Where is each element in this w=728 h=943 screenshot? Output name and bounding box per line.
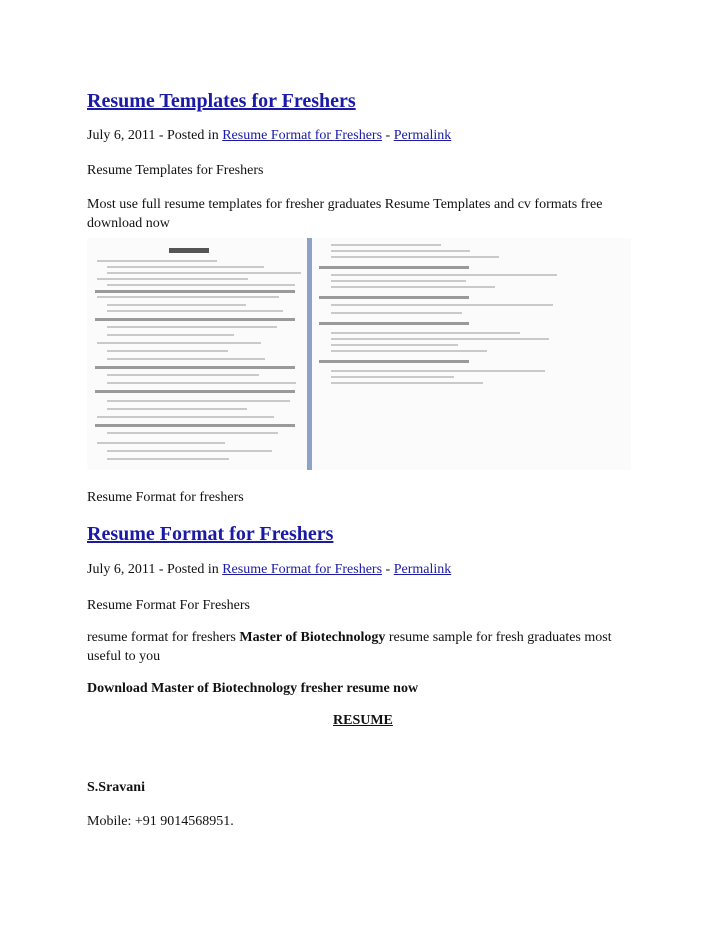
resume-image-text-line	[331, 370, 545, 372]
body-text-start: resume format for freshers	[87, 630, 240, 645]
resume-image-text-line	[331, 344, 458, 346]
resume-image-section-bar	[319, 266, 469, 269]
resume-heading: RESUME	[333, 713, 393, 728]
resume-image-text-line	[331, 286, 495, 288]
candidate-name: S.Sravani	[87, 780, 145, 795]
resume-image-text-line	[97, 260, 217, 262]
resume-image-text-line	[331, 312, 462, 314]
resume-image-text-line	[107, 310, 283, 312]
resume-image-text-line	[97, 296, 279, 298]
permalink-link-2[interactable]: Permalink	[393, 562, 452, 577]
resume-image-section-bar	[319, 322, 469, 325]
resume-image-text-line	[107, 432, 278, 434]
resume-image-text-line	[331, 350, 487, 352]
post-title-resume-templates[interactable]: Resume Templates for Freshers	[87, 90, 356, 112]
post-meta-2	[87, 560, 647, 579]
resume-image-section-bar	[95, 390, 295, 393]
category-link[interactable]: Resume Format for Freshers	[222, 128, 383, 143]
resume-image-section-bar	[319, 360, 469, 363]
post-subtitle-2: Resume Format For Freshers	[87, 598, 250, 613]
resume-image-text-line	[107, 284, 295, 286]
resume-image-text-line	[331, 274, 557, 276]
resume-image-text-line	[331, 332, 520, 334]
resume-image-text-line	[97, 442, 225, 444]
post-body: Most use full resume templates for fresher graduates Resume Templates and cv formats free download now	[87, 197, 603, 231]
meta-separator-2: -	[382, 562, 394, 577]
resume-image-section-bar	[95, 290, 295, 293]
resume-image-text-line	[97, 342, 261, 344]
resume-image-text-line	[331, 304, 553, 306]
resume-image-text-line	[107, 374, 259, 376]
resume-image-title-mark	[169, 248, 209, 253]
permalink-link[interactable]: Permalink	[393, 128, 452, 143]
resume-image-text-line	[107, 272, 301, 274]
meta-separator: -	[382, 128, 394, 143]
resume-image-text-line	[107, 382, 296, 384]
resume-image-text-line	[331, 244, 441, 246]
resume-image-section-bar	[319, 296, 469, 299]
download-line: Download Master of Biotechnology fresher resume now	[87, 681, 419, 696]
resume-image-text-line	[331, 280, 466, 282]
resume-image-text-line	[107, 326, 277, 328]
candidate-mobile: Mobile: +91 9014568951.	[87, 814, 234, 829]
resume-image-text-line	[107, 450, 272, 452]
resume-image-text-line	[107, 358, 265, 360]
image-caption: Resume Format for freshers	[87, 490, 244, 505]
resume-image-text-line	[107, 458, 229, 460]
resume-image-section-bar	[95, 318, 295, 321]
resume-image-text-line	[107, 304, 246, 306]
resume-image-section-bar	[95, 366, 295, 369]
category-link-2[interactable]: Resume Format for Freshers	[222, 562, 383, 577]
resume-image-text-line	[107, 400, 290, 402]
resume-image-text-line	[107, 266, 264, 268]
resume-image-text-line	[331, 256, 499, 258]
resume-image-text-line	[331, 338, 549, 340]
resume-image-text-line	[107, 334, 234, 336]
resume-image-text-line	[107, 408, 247, 410]
resume-image-section-bar	[95, 424, 295, 427]
resume-image-divider	[307, 238, 312, 470]
post-title-resume-format[interactable]: Resume Format for Freshers	[87, 523, 334, 545]
body-bold-degree: Master of Biotechnology	[239, 630, 386, 645]
post-body-2	[87, 628, 647, 666]
resume-preview-image	[87, 238, 631, 470]
resume-image-text-line	[331, 250, 470, 252]
post-date: July 6, 2011 - Posted in	[87, 128, 223, 143]
post-meta	[87, 126, 647, 145]
resume-image-text-line	[107, 350, 228, 352]
resume-image-text-line	[331, 376, 454, 378]
resume-image-text-line	[97, 416, 274, 418]
body-text-end: resume sample for fresh graduates most useful to you	[87, 630, 612, 664]
post-subtitle: Resume Templates for Freshers	[87, 163, 264, 178]
resume-image-text-line	[97, 278, 248, 280]
resume-image-text-line	[331, 382, 483, 384]
post-date-2: July 6, 2011 - Posted in	[87, 562, 223, 577]
